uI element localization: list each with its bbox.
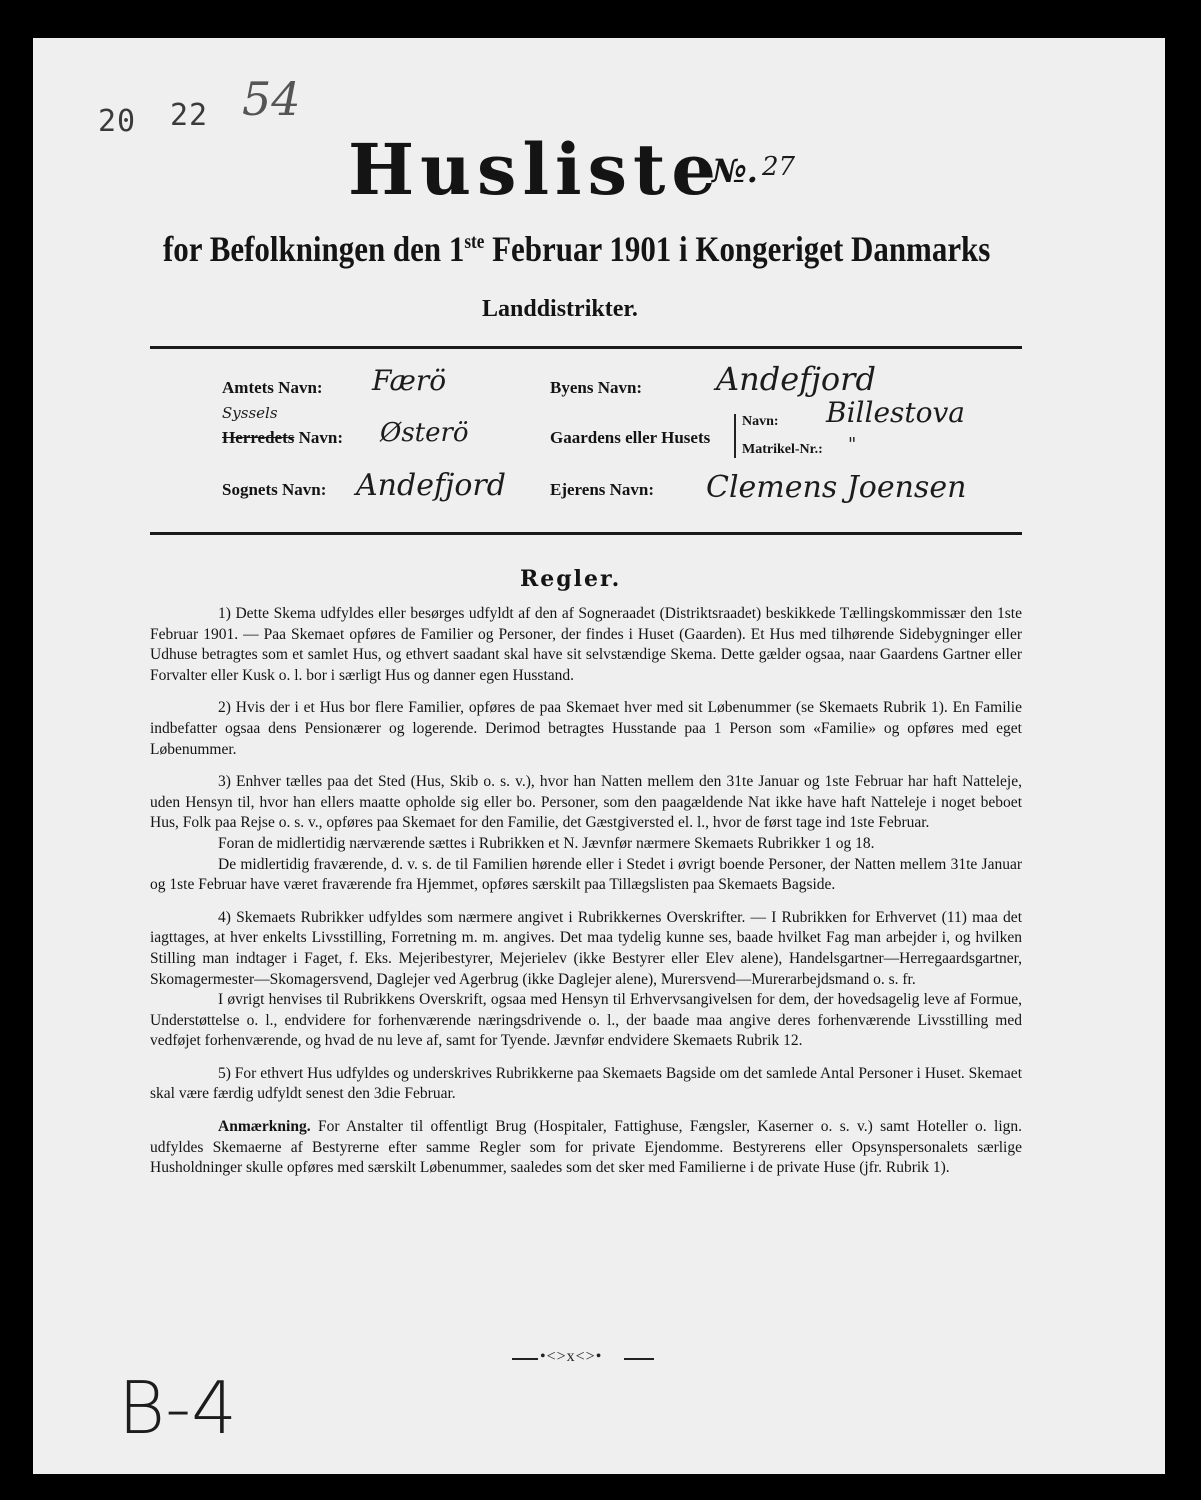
stamp-number-right: 22 — [170, 98, 209, 133]
ornament: •<>x<>• — [540, 1348, 603, 1365]
herred-value: Østerö — [380, 418, 469, 448]
rule-5: 5) For ethvert Hus udfyldes og underskrives Rubrikkerne paa Skemaets Bagside om det samlede Antal Personer i Huset. Skemaet skal være færdig udfyldt senest den 3die Februar. — [150, 1064, 1022, 1103]
sogn-label: Sognets Navn: — [222, 480, 327, 499]
ejer-value: Clemens Joensen — [706, 470, 967, 505]
rule-3: 3) Enhver tælles paa det Sted (Hus, Skib o. s. v.), hvor han Natten mellem den 31te Januar og 1ste Februar har haft Natteleje, uden Hensyn til, hvor han ellers maatte opholde sig eller bo. Personer, som den paagældende Nat ikke have haft Natteleje i noget beboet Hus, Folk paa Rejse o. s. v., opføres paa Skemaet for den Familie, det Gæstgiversted el. l., hvor de først tage ind 1ste Februar. — [150, 773, 1022, 832]
rules-heading: Regler. — [520, 566, 622, 592]
district-type: Landdistrikter. — [482, 296, 638, 322]
matrikel-label: Matrikel-Nr.: — [742, 442, 823, 457]
rule-3-absent: De midlertidig fraværende, d. v. s. de til Familien hørende eller i Stedet i øvrigt boende Personer, der Natten mellem 31te Januar og 1ste Februar have været fraværende fra Hjemmet, opføres særskilt paa Tillægslisten paa Skemaets Bagside. — [150, 855, 1022, 894]
rule-4: 4) Skemaets Rubrikker udfyldes som nærmere angivet i Rubrikkernes Overskrifter. — I Rubrikken for Erhvervet (11) maa det iagttages, at hver enkelts Livsstilling, Forretning m. m. angives. Det maa tydelig kunne ses, baade hvilket Fag man arbejder i, og hvilken Stilling man indtager i Faget, f. Eks. Mejeribestyrer, Mejerielev (ikke Bestyrer eller Elev alene), Handelsgartner—Herregaardsgartner, Skomagermester—Skomagersvend, Daglejer ved Agerbrug (ikke Daglejer alene), Murersvend—Murerarbejdsmand o. s. fr. — [150, 908, 1022, 988]
subtitle: for Befolkningen den 1ste Februar 1901 i Kongeriget Danmarks — [163, 229, 991, 269]
bottom-handwriting: B-4 — [118, 1366, 237, 1450]
rule-2: 2) Hvis der i et Hus bor flere Familier, opføres de paa Skemaet hver med sit Løbenummer (se Skemaets Rubrik 1). En Familie indbefatter ogsaa dens Pensionærer og logerende. Derimod betragtes Husstande paa 1 Person som «Familie» og opføres med eget Løbenummer. — [150, 699, 1022, 758]
by-label: Byens Navn: — [550, 378, 643, 397]
rules-text — [150, 604, 1022, 1179]
number-sign: №. — [712, 152, 758, 190]
top-rule — [150, 346, 1022, 349]
by-value: Andefjord — [716, 360, 876, 398]
ornament-line-left — [512, 1358, 538, 1360]
herred-label: Herredets Navn: — [222, 428, 344, 447]
rule-1: 1) Dette Skema udfyldes eller besørges udfyldt af den af Sogneraadet (Distriktsraadet) beskikkede Tællingskommissær den 1ste Februar 1901. — Paa Skemaet opføres de Familier og Personer, der findes i Huset (Gaarden). Et Hus med tilhørende Sidebygninger eller Udhuse betragtes som et samlet Hus, og ethvert saadant skal have sit selvstændige Skema. Dette gælder ogsaa, naar Gaardens Gartner eller Forvalter eller Kusk o. l. bor i særligt Hus og danner egen Husstand. — [150, 605, 1022, 684]
gaard-label: Gaardens eller Husets — [550, 428, 711, 447]
navn-label: Navn: — [742, 414, 779, 429]
rule-4-more: I øvrigt henvises til Rubrikkens Overskrift, ogsaa med Hensyn til Erhvervsangivelsen for dem, der hovedsagelig leve af Formue, Understøttelse o. l., endvidere for forhenværende næringsdrivende o. l., der baade maa angive deres forhenværende Livsstilling med vedføjet forhenværende, og hvad de nu leve af, samt for Tyende. Jævnfør endvidere Skemaets Rubrik 12. — [150, 991, 1022, 1050]
field-bracket — [734, 414, 736, 458]
page-title: Husliste — [348, 128, 722, 211]
herred-correction: Syssels — [222, 404, 278, 422]
rule-3-foreign: Foran de midlertidig nærværende sættes i Rubrikken et N. Jævnfør nærmere Skemaets Rubrikker 1 og 18. — [218, 834, 875, 852]
handwritten-corner-number: 54 — [242, 72, 301, 126]
amt-value: Færö — [372, 364, 447, 397]
amt-label: Amtets Navn: — [222, 378, 323, 397]
note: Anmærkning. For Anstalter til offentligt Brug (Hospitaler, Fattighuse, Fængsler, Kaserner o. s. v.) samt Hoteller o. lign. udfyldes Skemaerne af Bestyrerne efter samme Regler som for private Ejendomme. Bestyrerens eller Opsynspersonalets særlige Husholdninger skulle opføres med særskilt Løbenummer, saaledes som det sker med Familierne i de private Huse (jfr. Rubrik 1). — [150, 1118, 1022, 1177]
ornament-line-right — [624, 1358, 654, 1360]
ejer-label: Ejerens Navn: — [550, 480, 655, 499]
middle-rule — [150, 532, 1022, 535]
stamp-number-left: 20 — [98, 104, 137, 139]
list-number: 27 — [762, 152, 796, 182]
navn-value: Billestova — [826, 396, 966, 429]
sogn-value: Andefjord — [356, 468, 506, 503]
matrikel-value: " — [848, 434, 857, 455]
